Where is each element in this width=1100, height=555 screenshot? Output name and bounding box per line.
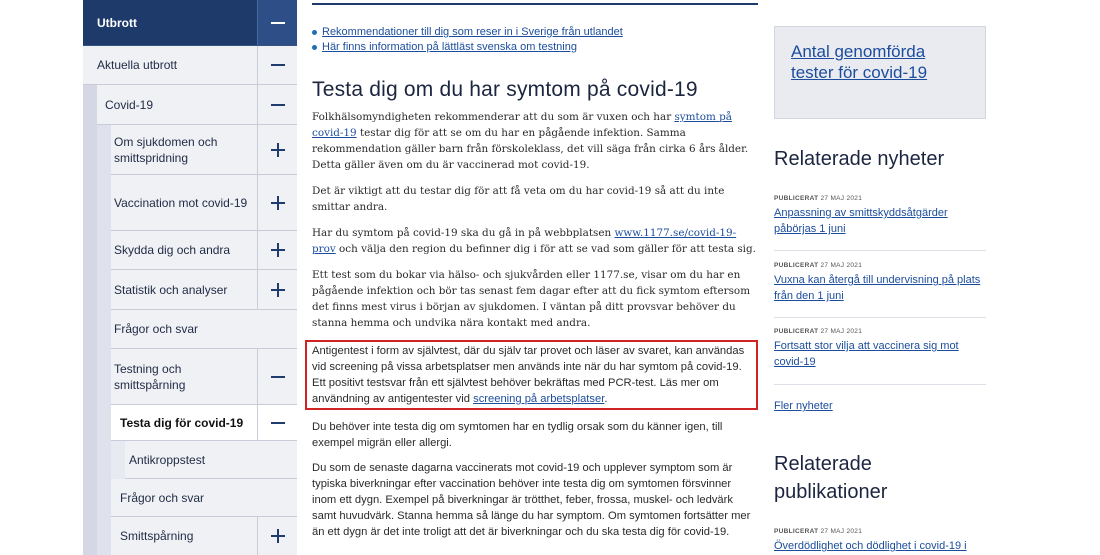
text: Antigentest i form av självtest, där du själv tar provet och läser av svaret, kan användas vid screening på vissa arbetsplatser men används inte när du har symtom på covid-19. Ett positivt testsvar från ett självtest behöver bekräftas med PCR-test. Läs mer om användning av antigentester vid [312,345,745,405]
sidebar-item-statistik[interactable] [111,270,297,310]
plus-icon [271,243,285,257]
expand-toggle[interactable] [257,125,297,174]
news-link[interactable]: Vuxna kan återgå till undervisning på plats från den 1 juni [774,274,981,302]
sidebar-item-fragor-och-svar[interactable] [111,310,297,349]
sidebar-item-covid-19[interactable] [97,85,297,125]
expand-toggle[interactable] [257,175,297,230]
nav-indent-guide [97,124,111,555]
link-easy-swedish[interactable]: Här finns information på lättläst svenska om testning [322,41,577,53]
sidebar-item-aktuella-utbrott[interactable] [83,46,297,85]
text: . [604,393,608,405]
sidebar-item-label: Frågor och svar [120,490,205,505]
highlight-annotation [305,340,758,410]
minus-icon [271,64,285,66]
link-1177[interactable]: www.1177.se/covid-19-prov [312,227,737,255]
sidebar-item-label: Utbrott [97,15,137,30]
minus-icon [271,22,285,24]
date: 27 MAJ 2021 [820,528,863,535]
news-link[interactable]: Fortsatt stor vilja att vaccinera sig mot covid-19 [774,340,959,368]
publication-item [774,528,986,554]
news-date [774,262,986,269]
published-label: PUBLICERAT [774,528,819,535]
expand-toggle[interactable] [257,270,297,309]
news-item [774,262,986,304]
publication-date [774,528,986,535]
collapse-toggle[interactable] [257,85,297,124]
paragraph-no-test-needed: Du behöver inte testa dig om symtomen har en tydlig orsak som du känner igen, till exempel migrän eller allergi. [312,421,723,449]
news-date [774,195,986,202]
sidebar-item-label: Vaccination mot covid-19 [114,195,248,210]
sidebar-item-label: Om sjukdomen och smittspridning [114,134,218,165]
sidebar-item-om-sjukdomen[interactable] [111,125,297,175]
collapse-toggle[interactable] [257,0,297,45]
sidebar-item-testa-dig[interactable] [111,405,297,441]
link-screening[interactable]: screening på arbetsplatser [473,393,605,405]
related-publications-heading: Relaterade publikationer [774,453,888,503]
text: och välja den region du befinner dig i för att se vad som gäller för att testa sig. [335,243,756,255]
more-news-link[interactable]: Fler nyheter [774,400,833,412]
tests-count-card [774,26,986,119]
link-travel-recommendations[interactable]: Rekommendationer till dig som reser in i Sverige från utlandet [322,26,623,38]
list-item [312,40,623,55]
news-link[interactable]: Anpassning av smittskyddsåtgärder påbörjas 1 juni [774,207,948,235]
published-label: PUBLICERAT [774,328,819,335]
paragraph-booked-test: Ett test som du bokar via hälso- och sjukvården eller 1177.se, visar om du har en pågående infektion och bör tas senast fem dagar efter att du fick symtom eftersom det finns mest virus i början av sjukdomen. I väntan på ditt provsvar behöver du stanna hemma och undvika nära kontakt med andra. [312,269,751,329]
sidebar-item-utbrott[interactable] [83,0,297,46]
bullet-icon [312,45,317,50]
publication-link[interactable]: Överdödlighet och dödlighet i covid-19 i [774,540,967,552]
divider [774,250,986,251]
sidebar-item-label: Testning och smittspårning [114,361,186,392]
list-item [312,25,623,40]
page-title: Testa dig om du har symtom på covid-19 [312,78,698,101]
minus-icon [271,376,285,378]
paragraph-importance: Det är viktigt att du testar dig för att få veta om du har covid-19 så att du inte smittar andra. [312,185,725,213]
news-date [774,328,986,335]
sidebar-item-fragor-och-svar-testning[interactable] [111,479,297,517]
header-rule [312,3,758,5]
sidebar-item-vaccination[interactable] [111,175,297,231]
sidebar-item-testning[interactable] [111,349,297,405]
sidebar-item-skydda-dig[interactable] [111,231,297,270]
published-label: PUBLICERAT [774,195,819,202]
news-item [774,195,986,237]
news-item [774,328,986,370]
link-symptoms[interactable]: symtom på covid-19 [312,111,732,139]
collapse-toggle[interactable] [257,46,297,84]
related-links-list [312,25,623,55]
sidebar-item-label: Aktuella utbrott [97,58,178,72]
expand-toggle[interactable] [257,517,297,555]
plus-icon [271,143,285,157]
minus-icon [271,104,285,106]
plus-icon [271,196,285,210]
text: testar dig för att se om du har en pågående infektion. Samma rekommendation gäller barn från förskoleklass, det vill säga från cirka 6 års ålder. Detta gäller även om du är vaccinerad mot covid-19. [312,127,749,171]
nav-indent-guide [83,84,97,555]
date: 27 MAJ 2021 [820,195,863,202]
plus-icon [271,283,285,297]
sidebar-item-label: Antikroppstest [129,452,206,467]
collapse-toggle[interactable] [257,405,297,440]
date: 27 MAJ 2021 [820,328,863,335]
related-news-heading: Relaterade nyheter [774,148,945,170]
sidebar-item-antikroppstest[interactable] [125,441,297,479]
link-tests-count[interactable]: Antal genomförda tester för covid-19 [791,42,928,82]
sidebar-item-smittsparning[interactable] [111,517,297,555]
sidebar-item-label: Testa dig för covid-19 [120,415,244,430]
expand-toggle[interactable] [257,231,297,269]
minus-icon [271,422,285,424]
date: 27 MAJ 2021 [820,262,863,269]
text: Har du symtom på covid-19 ska du gå in på webbplatsen [312,227,615,239]
collapse-toggle[interactable] [257,349,297,404]
paragraph-intro [312,109,758,173]
sidebar-item-label: Covid-19 [105,97,154,112]
text: Folkhälsomyndigheten rekommenderar att du som är vuxen och har [312,111,675,123]
sidebar-nav [83,0,297,555]
paragraph-1177 [312,225,758,257]
sidebar-item-label: Statistik och analyser [114,282,228,297]
divider [774,317,986,318]
bullet-icon [312,30,317,35]
divider [774,384,986,385]
sidebar-item-label: Frågor och svar [114,322,199,336]
plus-icon [271,529,285,543]
sidebar-item-label: Skydda dig och andra [114,243,231,257]
paragraph-vaccinated: Du som de senaste dagarna vaccinerats mot covid-19 och upplever symptom som är typiska biverkningar efter vaccination behöver inte testa dig om symtomen försvinner inom ett dygn. Exempel på biverkningar är trötthet, feber, frossa, muskel- och ledvärk samt huvudvärk. Stanna hemma så länge du har symptom. Om symtomen fortsätter mer än ett dygn är det inte troligt att det är biverkningar och du ska testa dig för covid-19. [312,462,751,538]
published-label: PUBLICERAT [774,262,819,269]
sidebar-item-label: Smittspårning [120,529,194,543]
